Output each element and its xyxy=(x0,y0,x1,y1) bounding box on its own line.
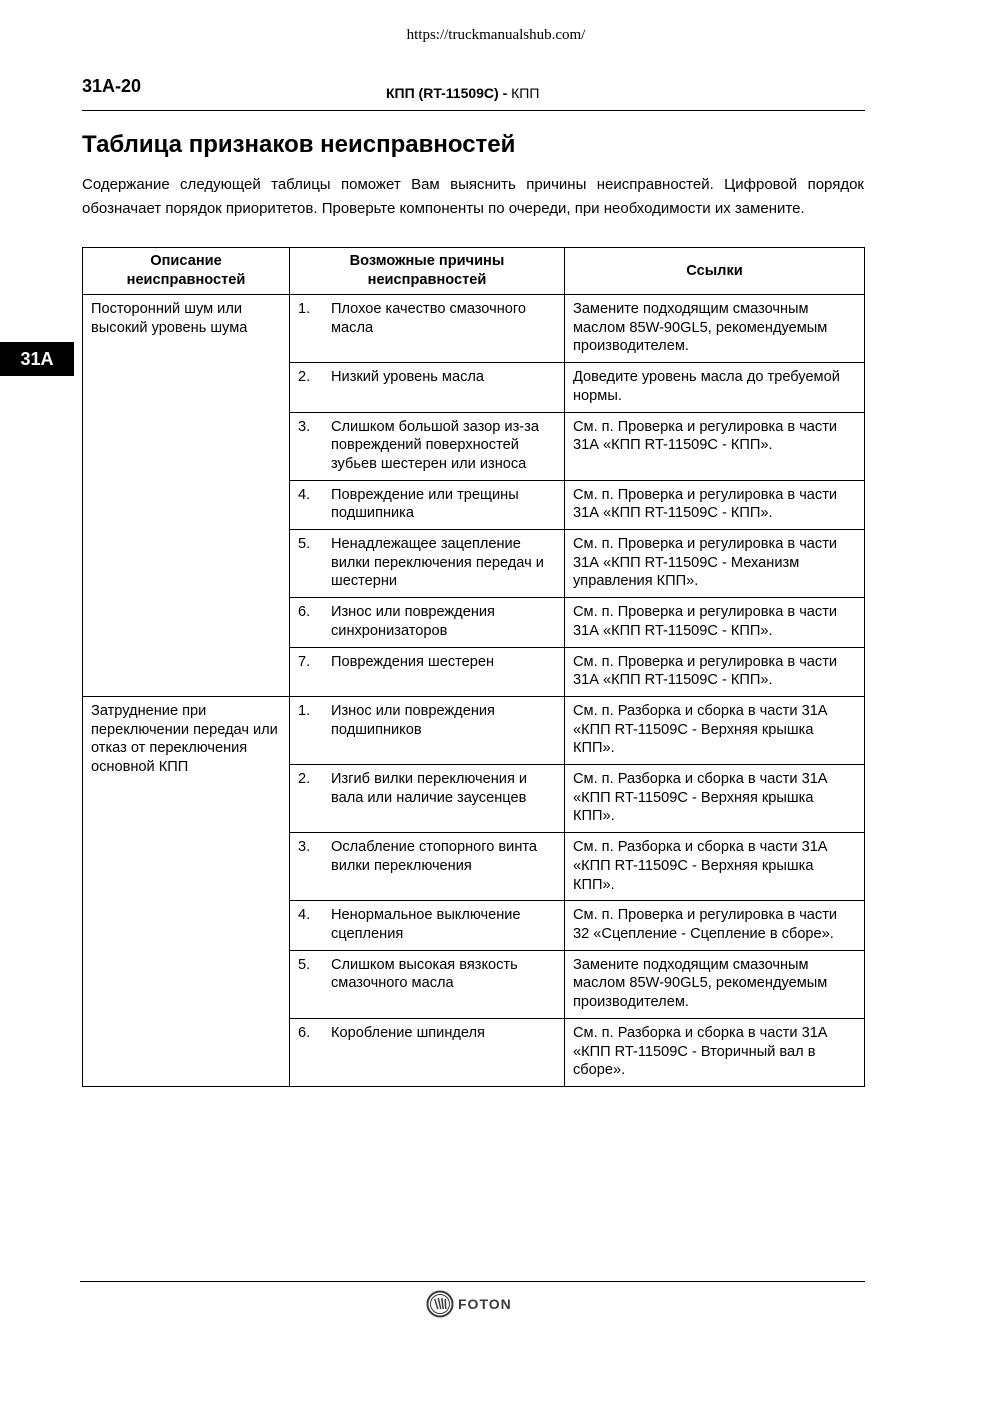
footer-divider xyxy=(80,1281,865,1282)
header-causes: Возможные причины неисправностей xyxy=(290,248,565,295)
reference-cell: См. п. Проверка и регулировка в части 31А «КПП RT-11509C - КПП». xyxy=(565,480,865,529)
cause-cell xyxy=(290,1018,565,1086)
cause-item xyxy=(298,770,556,807)
reference-cell: Доведите уровень масла до требуемой нормы. xyxy=(565,363,865,412)
cause-item xyxy=(298,906,556,943)
cause-text: Плохое качество смазочного масла xyxy=(331,301,527,336)
cause-item xyxy=(298,418,556,474)
cause-cell xyxy=(290,295,565,363)
cause-text: Низкий уровень масла xyxy=(331,369,484,386)
cause-number: 1. xyxy=(298,301,311,317)
cause-cell xyxy=(290,901,565,950)
reference-cell: Замените подходящим смазочным маслом 85W-90GL5, рекомендуемым производителем. xyxy=(565,295,865,363)
symptom-cell: Затруднение при переключении передач или отказ от переключения основной КПП xyxy=(83,696,290,1086)
cause-text: Ненадлежащее зацепление вилки переключения передач и шестерни xyxy=(331,536,544,590)
cause-number: 6. xyxy=(298,604,311,621)
cause-text: Слишком высокая вязкость смазочного масла xyxy=(331,956,518,992)
running-header-bold: КПП (RT-11509C) - xyxy=(386,85,508,101)
table-header-row xyxy=(83,248,865,295)
cause-cell xyxy=(290,765,565,833)
cause-number: 6. xyxy=(298,1024,311,1041)
foton-emblem-icon xyxy=(426,1290,454,1318)
cause-cell xyxy=(290,598,565,647)
fault-table xyxy=(82,247,865,1087)
cause-number: 2. xyxy=(298,369,311,386)
cause-text: Износ или повреждения подшипников xyxy=(331,702,495,738)
cause-number: 3. xyxy=(298,418,311,435)
foton-brand-name: FOTON xyxy=(458,1296,512,1312)
cause-number: 2. xyxy=(298,771,311,788)
section-side-tab: 31A xyxy=(0,342,74,376)
cause-number: 4. xyxy=(298,907,311,924)
cause-text: Слишком большой зазор из-за повреждений поверхностей зубьев шестерен или износа xyxy=(331,418,539,472)
reference-cell: См. п. Проверка и регулировка в части 31А «КПП RT-11509C - КПП». xyxy=(565,598,865,647)
cause-cell xyxy=(290,833,565,901)
intro-paragraph: Содержание следующей таблицы поможет Вам выяснить причины неисправностей. Цифровой порядок обозначает порядок приоритетов. Проверьте компоненты по очереди, при необходимости их замените. xyxy=(82,176,864,217)
cause-item xyxy=(298,1024,556,1043)
cause-number: 7. xyxy=(298,653,311,670)
section-title: Таблица признаков неисправностей xyxy=(82,131,516,158)
cause-number: 1. xyxy=(298,702,311,719)
cause-text: Повреждения шестерен xyxy=(331,653,495,670)
cause-cell xyxy=(290,530,565,598)
reference-cell: См. п. Проверка и регулировка в части 31А «КПП RT-11509C - КПП». xyxy=(565,647,865,696)
cause-text: Ослабление стопорного винта вилки переключения xyxy=(331,839,538,874)
table-body xyxy=(83,295,865,1087)
cause-item xyxy=(298,535,556,591)
reference-cell: См. п. Разборка и сборка в части 31А «КПП RT-11509C - Вторичный вал в сборе». xyxy=(565,1018,865,1086)
cause-item xyxy=(298,603,556,640)
reference-cell: См. п. Разборка и сборка в части 31А «КПП RT-11509C - Верхняя крышка КПП». xyxy=(565,765,865,833)
reference-cell: См. п. Проверка и регулировка в части 32 «Сцепление - Сцепление в сборе». xyxy=(565,901,865,950)
cause-number: 5. xyxy=(298,536,311,553)
cause-cell xyxy=(290,950,565,1018)
header-references: Ссылки xyxy=(565,248,865,295)
running-header-rest: КПП xyxy=(507,85,540,101)
reference-cell: Замените подходящим смазочным маслом 85W-90GL5, рекомендуемым производителем. xyxy=(565,950,865,1018)
source-url: https://truckmanualshub.com/ xyxy=(406,27,586,43)
cause-cell xyxy=(290,696,565,764)
cause-item xyxy=(298,653,556,672)
cause-number: 4. xyxy=(298,486,311,503)
reference-cell: См. п. Проверка и регулировка в части 31А «КПП RT-11509C - КПП». xyxy=(565,412,865,480)
cause-item xyxy=(298,702,556,739)
header-divider xyxy=(82,110,865,111)
cause-text: Изгиб вилки переключения и вала или наличие заусенцев xyxy=(331,771,528,806)
table-row xyxy=(83,295,865,363)
cause-text: Ненормальное выключение сцепления xyxy=(331,907,521,942)
header-description: Описание неисправностей xyxy=(83,248,290,295)
cause-item xyxy=(298,838,556,875)
cause-cell xyxy=(290,480,565,529)
cause-item xyxy=(298,368,556,387)
symptom-cell: Посторонний шум или высокий уровень шума xyxy=(83,295,290,697)
cause-text: Коробление шпинделя xyxy=(331,1024,485,1041)
cause-number: 5. xyxy=(298,956,311,973)
cause-text: Износ или повреждения синхронизаторов xyxy=(331,604,495,639)
cause-item xyxy=(298,956,556,993)
table-row xyxy=(83,696,865,764)
reference-cell: См. п. Разборка и сборка в части 31А «КПП RT-11509C - Верхняя крышка КПП». xyxy=(565,696,865,764)
reference-cell: См. п. Разборка и сборка в части 31А «КПП RT-11509C - Верхняя крышка КПП». xyxy=(565,833,865,901)
cause-text: Повреждение или трещины подшипника xyxy=(331,486,519,522)
cause-cell xyxy=(290,647,565,696)
cause-item xyxy=(298,300,556,337)
cause-number: 3. xyxy=(298,839,311,856)
page-number: 31A-20 xyxy=(82,76,142,96)
cause-cell xyxy=(290,412,565,480)
footer-logo xyxy=(426,1290,512,1318)
cause-item xyxy=(298,486,556,523)
cause-cell xyxy=(290,363,565,412)
running-header xyxy=(386,85,539,101)
reference-cell: См. п. Проверка и регулировка в части 31А «КПП RT-11509C - Механизм управления КПП». xyxy=(565,530,865,598)
